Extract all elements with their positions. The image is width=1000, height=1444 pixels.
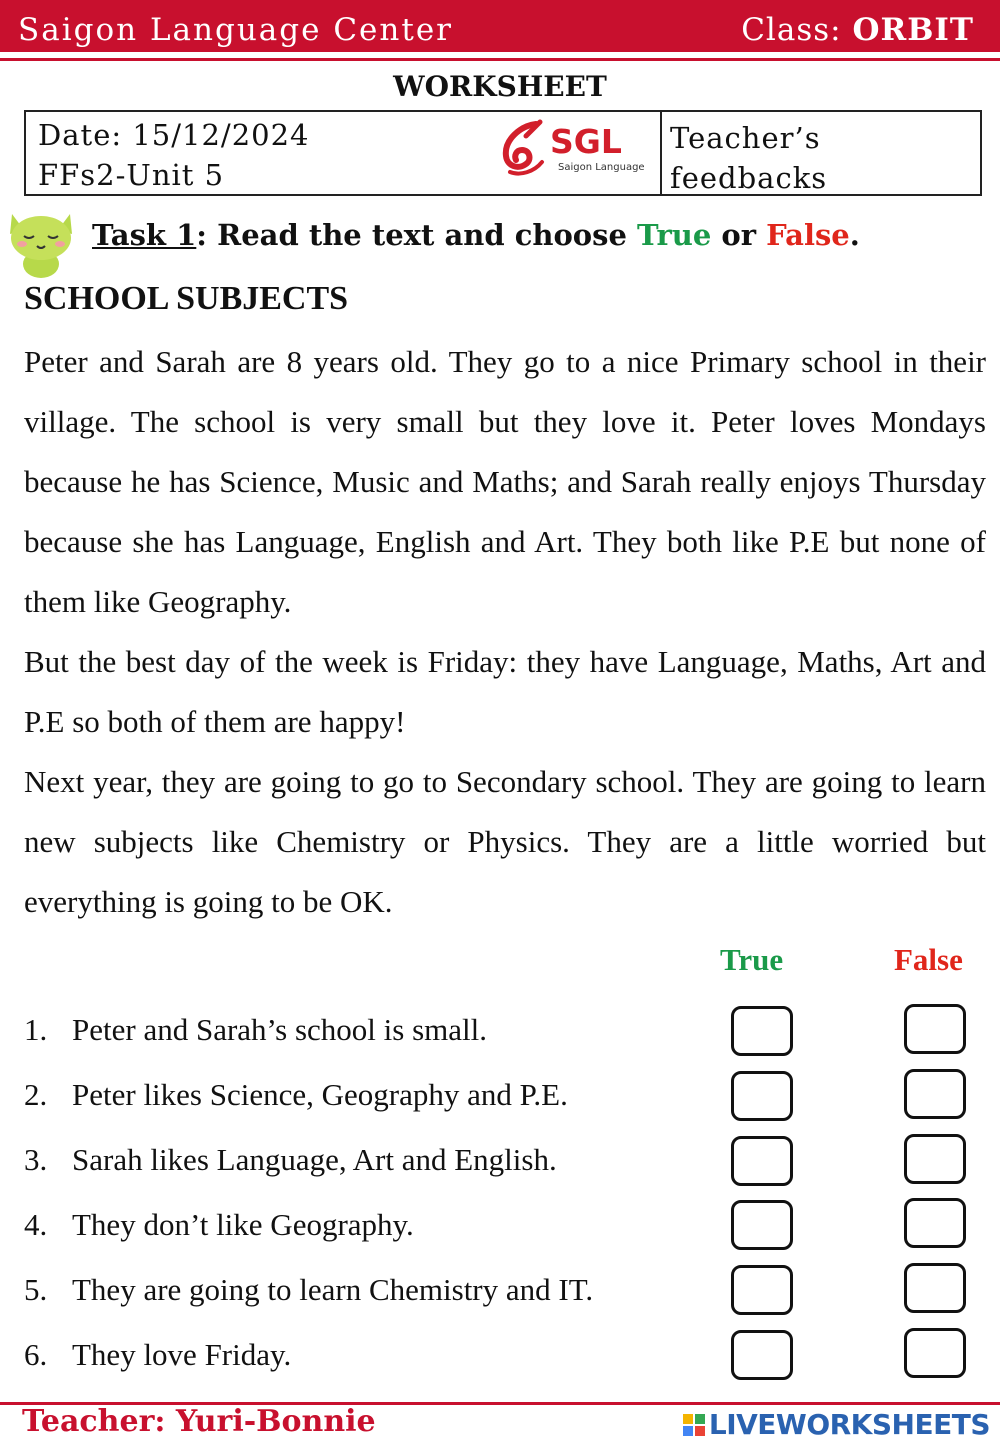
passage-paragraph-1: Peter and Sarah are 8 years old. They go to a nice Primary school in their village. The school is very small but they love it. Peter loves Mondays because he has Science, Music and Maths; and Sarah really enjoys Thursday because she has Language, English and Art. They both like P.E but none of them like Geography.: [24, 344, 986, 619]
passage-paragraph-3: Next year, they are going to go to Secondary school. They are going to learn new subjects like Chemistry or Physics. They are a little worried but everything is going to be OK.: [24, 764, 986, 919]
question-number: 1.: [24, 1012, 48, 1047]
header-bar: [0, 0, 1000, 52]
cat-icon: [4, 200, 78, 280]
question-2: [24, 1077, 568, 1113]
question-5: [24, 1272, 593, 1308]
question-text: Peter and Sarah’s school is small.: [72, 1012, 487, 1047]
teacher-name: Teacher: Yuri-Bonnie: [22, 1404, 376, 1439]
class-name: ORBIT: [852, 12, 974, 48]
sgl-logo: [494, 116, 654, 186]
feedback-line-1: Teacher’s: [670, 121, 821, 155]
question-text: Sarah likes Language, Art and English.: [72, 1142, 557, 1177]
passage-title: SCHOOL SUBJECTS: [24, 280, 349, 317]
task-instruction: [92, 218, 860, 252]
q6-true-checkbox[interactable]: [731, 1330, 793, 1380]
q5-true-checkbox[interactable]: [731, 1265, 793, 1315]
liveworksheets-brand: [683, 1408, 990, 1441]
sgl-swirl-icon: [496, 118, 552, 178]
question-number: 3.: [24, 1142, 48, 1177]
task-false-word: False: [766, 218, 850, 252]
question-number: 2.: [24, 1077, 48, 1112]
q2-true-checkbox[interactable]: [731, 1071, 793, 1121]
q1-true-checkbox[interactable]: [731, 1006, 793, 1056]
class-info: [741, 12, 974, 48]
worksheet-title: WORKSHEET: [393, 70, 607, 103]
date-text: Date: 15/12/2024: [38, 118, 310, 152]
q1-false-checkbox[interactable]: [904, 1004, 966, 1054]
passage-paragraph-2: But the best day of the week is Friday: they have Language, Maths, Art and P.E so both of them are happy!: [24, 644, 986, 739]
school-name: Saigon Language Center: [18, 12, 453, 48]
task-label: Task 1: [92, 218, 197, 252]
question-4: [24, 1207, 414, 1243]
info-divider: [660, 112, 662, 196]
true-column-header: True: [720, 942, 784, 977]
question-6: [24, 1337, 291, 1373]
question-number: 4.: [24, 1207, 48, 1242]
q6-false-checkbox[interactable]: [904, 1328, 966, 1378]
header-divider: [0, 58, 1000, 61]
info-box: [24, 110, 982, 196]
question-text: They love Friday.: [72, 1337, 292, 1372]
question-text: They don’t like Geography.: [72, 1207, 414, 1242]
unit-text: FFs2-Unit 5: [38, 158, 225, 192]
q4-true-checkbox[interactable]: [731, 1200, 793, 1250]
task-or-word: or: [711, 218, 767, 252]
liveworksheets-text: LIVEWORKSHEETS: [708, 1408, 990, 1441]
q2-false-checkbox[interactable]: [904, 1069, 966, 1119]
question-text: Peter likes Science, Geography and P.E.: [72, 1077, 568, 1112]
question-number: 6.: [24, 1337, 48, 1372]
teacher-feedback-label: [670, 118, 827, 198]
question-text: They are going to learn Chemistry and IT.: [72, 1272, 594, 1307]
q3-true-checkbox[interactable]: [731, 1136, 793, 1186]
logo-subtext: Saigon Language: [558, 162, 645, 173]
reading-passage: [24, 332, 986, 932]
task-true-word: True: [637, 218, 712, 252]
q5-false-checkbox[interactable]: [904, 1263, 966, 1313]
q3-false-checkbox[interactable]: [904, 1134, 966, 1184]
feedback-line-2: feedbacks: [670, 161, 828, 195]
q4-false-checkbox[interactable]: [904, 1198, 966, 1248]
question-1: [24, 1012, 487, 1048]
question-number: 5.: [24, 1272, 48, 1307]
task-end: .: [849, 218, 860, 252]
question-3: [24, 1142, 557, 1178]
liveworksheets-logo-icon: [683, 1414, 705, 1436]
logo-text: SGL: [550, 122, 622, 161]
false-column-header: False: [894, 942, 963, 977]
task-text: : Read the text and choose: [196, 218, 638, 252]
class-label: Class:: [741, 12, 842, 48]
